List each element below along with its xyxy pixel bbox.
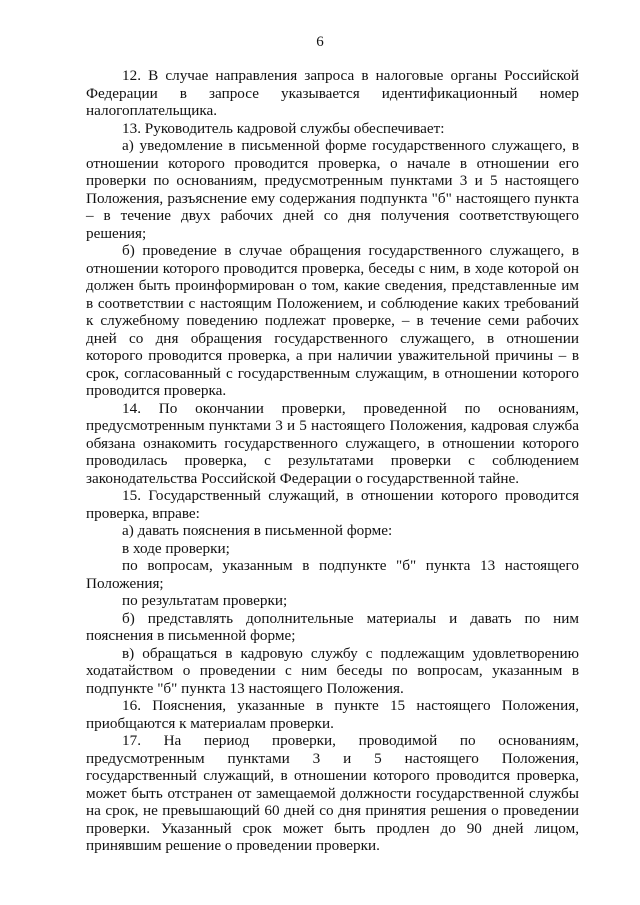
paragraph-13-b: б) проведение в случае обращения государственного служащего, в отношении которого проводится проверка, беседы с ним, в ходе которой он должен быть проинформирован о том, какие сведения, представленные им в соответствии с настоящим Положением, и соблюдение каких требований к служебному поведению подлежат проверке, – в течение семи рабочих дней со дня обращения государственного служащего, в отношении которого проводится проверка, а при наличии уважительной причины – в срок, согласованный с государственным служащим, в отношении которого проводится проверка. (86, 242, 579, 399)
paragraph-15: 15. Государственный служащий, в отношении которого проводится проверка, вправе: (86, 487, 579, 522)
document-body (86, 67, 579, 855)
paragraph-14: 14. По окончании проверки, проведенной по основаниям, предусмотренным пунктами 3 и 5 настоящего Положения, кадровая служба обязана ознакомить государственного служащего, в отношении которого проводилась проверка, с результатами проверки с соблюдением законодательства Российской Федерации о государственной тайне. (86, 399, 579, 487)
paragraph-15-a-item-3: по результатам проверки; (122, 592, 288, 609)
paragraph-13-a: а) уведомление в письменной форме государственного служащего, в отношении которого проводится проверка, о начале в отношении его проверки по основаниям, предусмотренным пунктами 3 и 5 настоящего Положения, разъяснение ему содержания подпункта "б" настоящего пункта – в течение двух рабочих дней со дня получения соответствующего решения; (86, 137, 579, 242)
paragraph-12: 12. В случае направления запроса в налоговые органы Российской Федерации в запросе указывается идентификационный номер налогоплательщика. (86, 67, 579, 119)
paragraph-17: 17. На период проверки, проводимой по основаниям, предусмотренным пунктами 3 и 5 настоящего Положения, государственный служащий, в отношении которого проводится проверка, может быть отстранен от замещаемой должности государственной службы на срок, не превышающий 60 дней со дня принятия решения о проведении проверки. Указанный срок может быть продлен до 90 дней лицом, принявшим решение о проведении проверки. (86, 732, 579, 854)
paragraph-15-a: а) давать пояснения в письменной форме: (122, 522, 393, 539)
paragraph-15-b: б) представлять дополнительные материалы и давать по ним пояснения в письменной форме; (86, 609, 579, 644)
paragraph-15-v: в) обращаться в кадровую службу с подлежащим удовлетворению ходатайством о проведении с ним беседы по вопросам, указанным в подпункте "б" пункта 13 настоящего Положения. (86, 644, 579, 697)
paragraph-16: 16. Пояснения, указанные в пункте 15 настоящего Положения, приобщаются к материалам проверки. (86, 697, 579, 732)
paragraph-15-a-item-1: в ходе проверки; (122, 539, 230, 557)
page-number: 6 (316, 34, 324, 50)
paragraph-13: 13. Руководитель кадровой службы обеспечивает: (122, 119, 445, 137)
paragraph-15-a-item-2: по вопросам, указанным в подпункте "б" пункта 13 настоящего Положения; (86, 557, 579, 592)
